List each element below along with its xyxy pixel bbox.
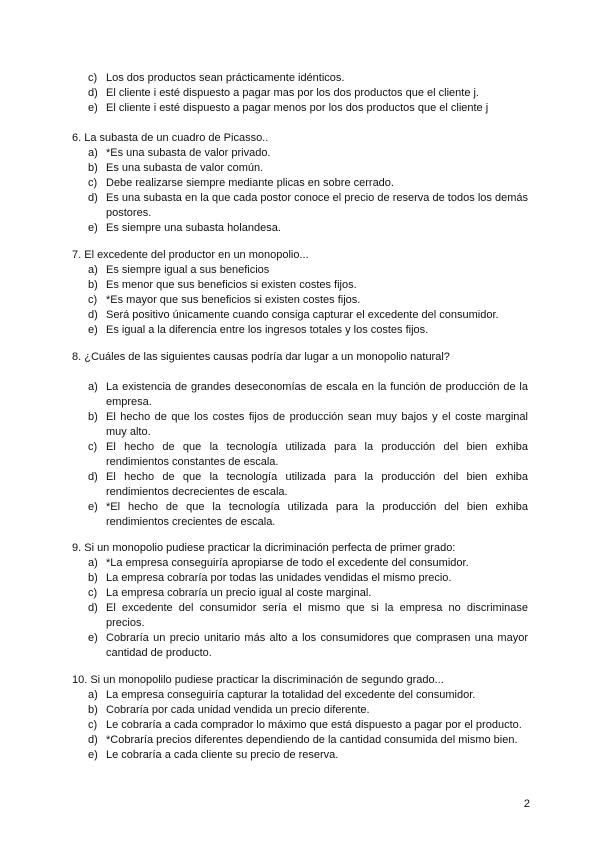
option-text: La empresa cobraría un precio igual al coste marginal.: [106, 587, 372, 599]
option-item: [72, 146, 528, 161]
option-text: *El hecho de que la tecnología utilizada para la producción del bien exhiba rendimientos crecientes de escala.: [106, 501, 528, 528]
option-text: Es siempre una subasta holandesa.: [106, 222, 281, 234]
option-item: [72, 86, 528, 101]
option-letter: d): [88, 87, 98, 99]
option-item: [72, 293, 528, 308]
option-item: [72, 263, 528, 278]
option-text: El hecho de que la tecnología utilizada para la producción del bien exhiba rendimientos constantes de escala.: [106, 441, 528, 468]
question-6: [72, 131, 528, 236]
option-letter: b): [88, 279, 98, 291]
option-letter: e): [88, 324, 98, 336]
option-text: La empresa conseguiría capturar la totalidad del excedente del consumidor.: [106, 689, 476, 701]
option-item: [72, 176, 528, 191]
question-7: [72, 248, 528, 338]
option-item: [72, 308, 528, 323]
option-item: [72, 278, 528, 293]
option-item: [72, 71, 528, 86]
option-letter: e): [88, 749, 98, 761]
question-title: 7. El excedente del productor en un monopolio...: [72, 249, 309, 261]
option-item: [72, 718, 528, 733]
option-item: [72, 703, 528, 718]
option-letter: d): [88, 734, 98, 746]
option-text: Es una subasta de valor común.: [106, 162, 264, 174]
option-text: Le cobraría a cada cliente su precio de reserva.: [106, 749, 339, 761]
option-list: [72, 146, 528, 236]
question-title: 10. Si un monopolilo pudiese practicar la discriminación de segundo grado...: [72, 674, 444, 686]
option-letter: e): [88, 632, 98, 644]
option-letter: c): [88, 587, 98, 599]
option-letter: c): [88, 294, 98, 306]
option-letter: b): [88, 572, 98, 584]
option-text: *Es mayor que sus beneficios si existen costes fijos.: [106, 294, 361, 306]
option-text: El excedente del consumidor sería el mismo que si la empresa no discriminase precios.: [106, 602, 528, 629]
option-letter: a): [88, 147, 98, 159]
option-text: Es igual a la diferencia entre los ingresos totales y los costes fijos.: [106, 324, 429, 336]
option-letter: a): [88, 557, 98, 569]
option-text: La empresa cobraría por todas las unidades vendidas el mismo precio.: [106, 572, 452, 584]
option-item: [72, 500, 528, 530]
option-letter: d): [88, 192, 98, 204]
option-letter: e): [88, 102, 98, 114]
option-letter: a): [88, 381, 98, 393]
option-item: [72, 601, 528, 631]
question-title: 9. Si un monopolio pudiese practicar la dicriminación perfecta de primer grado:: [72, 542, 456, 554]
option-text: Será positivo únicamente cuando consiga capturar el excedente del consumidor.: [106, 309, 499, 321]
option-letter: d): [88, 471, 98, 483]
option-letter: c): [88, 441, 98, 453]
option-text: *Cobraría precios diferentes dependiendo de la cantidad consumida del mismo bien.: [106, 734, 518, 746]
option-letter: a): [88, 264, 98, 276]
option-letter: b): [88, 704, 98, 716]
question-9: [72, 541, 528, 661]
option-letter: d): [88, 602, 98, 614]
option-letter: c): [88, 177, 98, 189]
option-letter: b): [88, 411, 98, 423]
option-text: Cobraría un precio unitario más alto a los consumidores que comprasen una mayor cantidad de producto.: [106, 632, 528, 659]
option-list: [72, 263, 528, 338]
question-8: [72, 350, 528, 530]
option-text: Cobraría por cada unidad vendida un precio diferente.: [106, 704, 370, 716]
question-5-continued: [72, 71, 528, 116]
option-item: [72, 440, 528, 470]
option-text: Es menor que sus beneficios si existen costes fijos.: [106, 279, 357, 291]
option-item: [72, 733, 528, 748]
option-letter: a): [88, 689, 98, 701]
option-letter: c): [88, 72, 98, 84]
option-text: Debe realizarse siempre mediante plicas en sobre cerrado.: [106, 177, 394, 189]
option-letter: e): [88, 501, 98, 513]
option-text: El hecho de que la tecnología utilizada para la producción del bien exhiba rendimientos decrecientes de escala.: [106, 471, 528, 498]
option-item: [72, 101, 528, 116]
option-text: Los dos productos sean prácticamente idénticos.: [106, 72, 345, 84]
option-item: [72, 410, 528, 440]
option-list: [72, 556, 528, 661]
option-item: [72, 688, 528, 703]
option-item: [72, 221, 528, 236]
option-text: Es una subasta en la que cada postor conoce el precio de reserva de todos los demás postores.: [106, 192, 528, 219]
question-title: 8. ¿Cuáles de las siguientes causas podría dar lugar a un monopolio natural?: [72, 351, 450, 363]
option-item: [72, 571, 528, 586]
option-text: La existencia de grandes deseconomías de escala en la función de producción de la empresa.: [106, 381, 528, 408]
option-text: Le cobraría a cada comprador lo máximo que está dispuesto a pagar por el producto.: [106, 719, 522, 731]
option-list: [72, 380, 528, 530]
option-item: [72, 323, 528, 338]
option-text: *La empresa conseguiría apropiarse de todo el excedente del consumidor.: [106, 557, 469, 569]
option-text: Es siempre igual a sus beneficios: [106, 264, 270, 276]
question-title: 6. La subasta de un cuadro de Picasso..: [72, 132, 269, 144]
option-text: El cliente i esté dispuesto a pagar mas por los dos productos que el cliente j.: [106, 87, 479, 99]
option-list: [72, 688, 528, 763]
option-letter: b): [88, 162, 98, 174]
option-letter: c): [88, 719, 98, 731]
page-number: 2: [523, 798, 530, 810]
option-item: [72, 556, 528, 571]
option-item: [72, 191, 528, 221]
option-item: [72, 470, 528, 500]
option-letter: e): [88, 222, 98, 234]
option-item: [72, 586, 528, 601]
option-item: [72, 161, 528, 176]
option-item: [72, 380, 528, 410]
option-item: [72, 748, 528, 763]
option-text: *Es una subasta de valor privado.: [106, 147, 271, 159]
option-list: [72, 71, 528, 116]
option-text: El cliente i esté dispuesto a pagar menos por los dos productos que el cliente j: [106, 102, 489, 114]
option-text: El hecho de que los costes fijos de producción sean muy bajos y el coste marginal muy alto.: [106, 411, 528, 438]
option-item: [72, 631, 528, 661]
question-10: [72, 673, 528, 763]
option-letter: d): [88, 309, 98, 321]
